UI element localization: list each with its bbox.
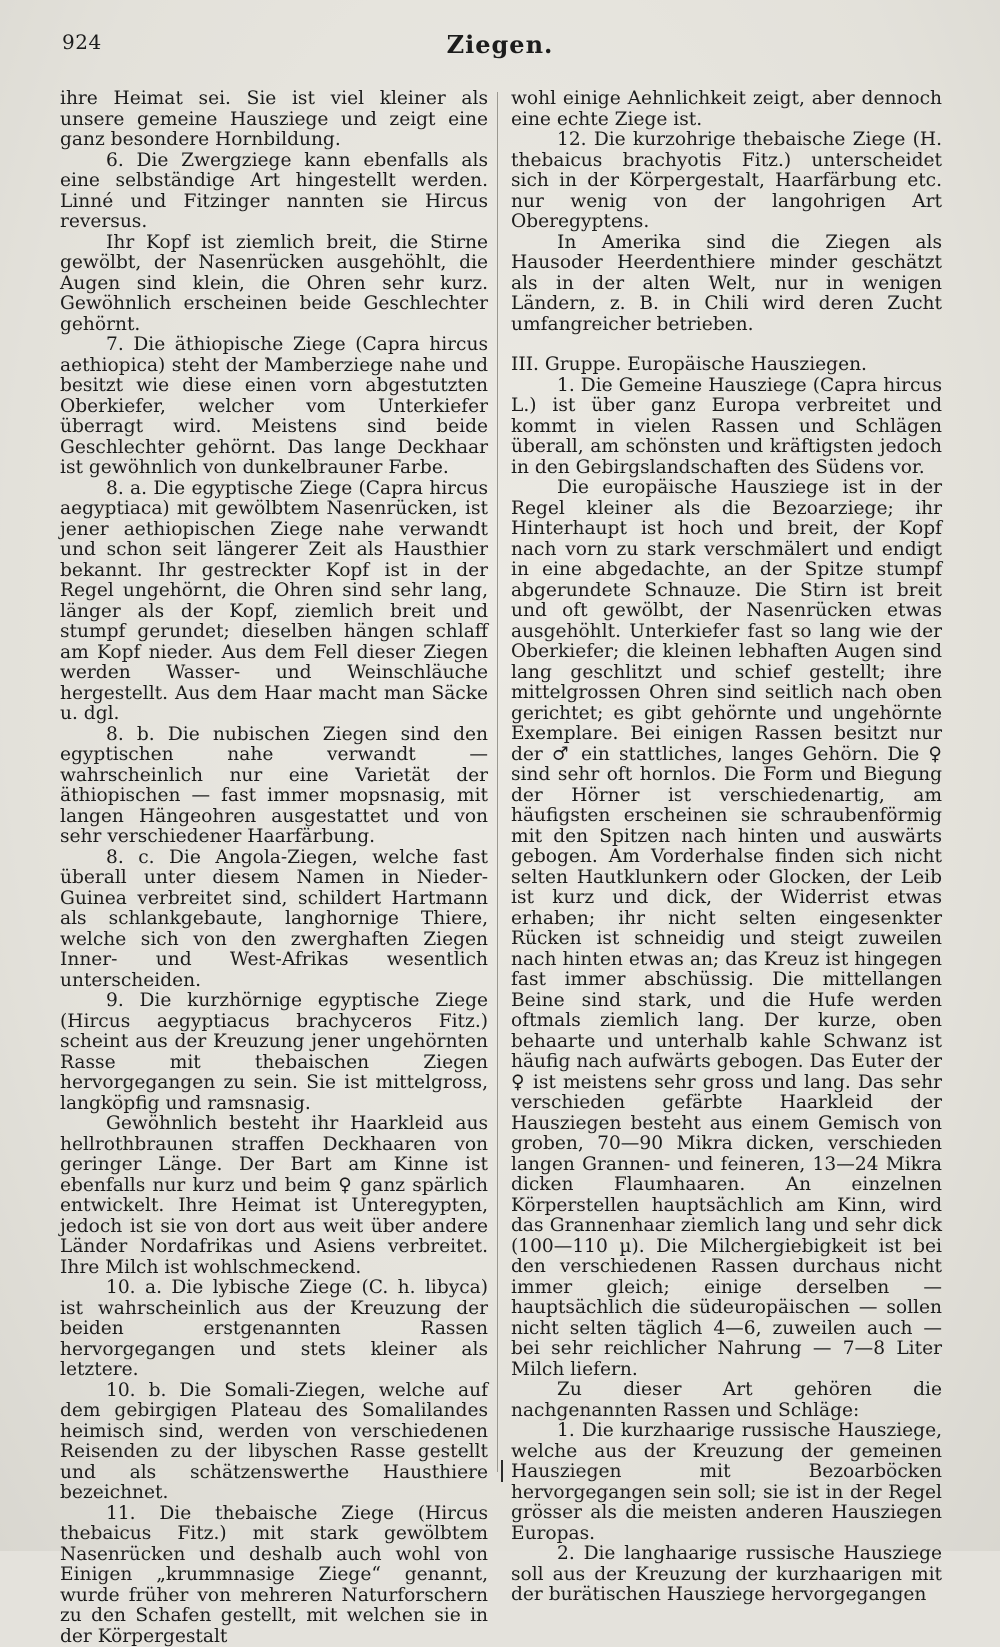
left-text-column [60,89,488,1647]
paragraph: 10. b. Die Somali-Ziegen, welche auf dem gebirgigen Plateau des Somalilandes heimisch sind, werden von verschiedenen Reisenden zu der libyschen Rasse gestellt und als schätzenswerthe Hausthiere bezeichnet. [60,1381,488,1504]
paragraph: 10. a. Die lybische Ziege (C. h. libyca) ist wahrscheinlich aus der Kreuzung der beiden erstgenannten Rassen hervorgegangen und stets kleiner als letztere. [60,1278,488,1381]
running-title: Ziegen. [0,30,1000,59]
column-divider [497,92,498,1472]
paragraph: Ihr Kopf ist ziemlich breit, die Stirne gewölbt, der Nasenrücken ausgehöhlt, die Augen sind klein, die Ohren sehr kurz. Gewöhnlich erscheinen beide Geschlechter gehörnt. [60,233,488,336]
paragraph: 8. a. Die egyptische Ziege (Capra hircus aegyptiaca) mit gewölbtem Nasenrücken, ist jener aethiopischen Ziege nahe verwandt und schon seit längerer Zeit als Hausthier bekannt. Ihr gestreckter Kopf ist in der Regel ungehörnt, die Ohren sind sehr lang, länger als der Kopf, ziemlich breit und stumpf gerundet; dieselben hängen schlaff am Kopf nieder. Aus dem Fell dieser Ziegen werden Wasser- und Weinschläuche hergestellt. Aus dem Haar macht man Säcke u. dgl. [60,479,488,725]
right-text-column [511,89,942,1606]
page-number: 924 [62,30,102,54]
paragraph: 11. Die thebaische Ziege (Hircus thebaicus Fitz.) mit stark gewölbtem Nasenrücken und deshalb auch wohl von Einigen „krummnasige Ziege“ genannt, wurde früher von mehreren Naturforschern zu den Schafen gestellt, mit welchen sie in der Körpergestalt [60,1504,488,1647]
paragraph: Zu dieser Art gehören die nachgenannten Rassen und Schläge: [511,1380,942,1421]
paragraph: 7. Die äthiopische Ziege (Capra hircus aethiopica) steht der Mamberziege nahe und besitzt wie diese einen vorn abgestutzten Oberkiefer, welcher vom Unterkiefer überragt wird. Meistens sind beide Geschlechter gehörnt. Das lange Deckhaar ist gewöhnlich von dunkelbrauner Farbe. [60,335,488,479]
paragraph: Die europäische Hausziege ist in der Regel kleiner als die Bezoarziege; ihr Hinterhaupt ist hoch und breit, der Kopf nach vorn zu stark verschmälert und endigt in eine abgedachte, an der Spitze stumpf abgerundete Schnauze. Die Stirn ist breit und oft gewölbt, der Nasenrücken etwas ausgehöhlt. Unterkiefer fast so lang wie der Oberkiefer; die kleinen lebhaften Augen sind lang geschlitzt und schief gestellt; ihre mittelgrossen Ohren sind seitlich nach oben gerichtet; es gibt gehörnte und ungehörnte Exemplare. Bei einigen Rassen besitzt nur der ♂ ein stattliches, langes Gehörn. Die ♀ sind sehr oft hornlos. Die Form und Biegung der Hörner ist verschiedenartig, am häufigsten erscheinen sie schraubenförmig mit den Spitzen nach hinten und auswärts gebogen. Am Vorderhalse finden sich nicht selten Hautklunkern oder Glocken, der Leib ist kurz und dick, der Widerrist etwas erhaben; ihr nicht selten eingesenkter Rücken ist schneidig und steigt zuweilen nach hinten etwas an; das Kreuz ist hingegen fast immer abschüssig. Die mittellangen Beine sind stark, und die Hufe werden oftmals ziemlich lang. Der kurze, oben behaarte und unterhalb kahle Schwanz ist häufig nach aufwärts gebogen. Das Euter der ♀ ist meistens sehr gross und lang. Das sehr verschieden gefärbte Haarkleid der Hausziegen besteht aus einem Gemisch von groben, 70—90 Mikra dicken, verschieden langen Grannen- und feineren, 13—24 Mikra dicken Flaumhaaren. An einzelnen Körperstellen hauptsächlich am Kinn, wird das Grannenhaar ziemlich lang und sehr dick (100—110 µ). Die Milchergiebigkeit ist bei den verschiedenen Rassen durchaus nicht immer gleich; einige derselben — hauptsächlich die südeuropäischen — sollen nicht selten täglich 4—6, zuweilen auch — bei sehr reichlicher Nahrung — 7—8 Liter Milch liefern. [511,478,942,1380]
paragraph: 2. Die langhaarige russische Hausziege soll aus der Kreuzung der kurzhaarigen mit der burätischen Hausziege hervorgegangen [511,1544,942,1606]
paragraph: wohl einige Aehnlichkeit zeigt, aber dennoch eine echte Ziege ist. [511,89,942,130]
paragraph: Gewöhnlich besteht ihr Haarkleid aus hellrothbraunen straffen Deckhaaren von geringer Länge. Der Bart am Kinne ist ebenfalls nur kurz und beim ♀ ganz spärlich entwickelt. Ihre Heimat ist Unteregypten, jedoch ist sie von dort aus weit über andere Länder Nordafrikas und Asiens verbreitet. Ihre Milch ist wohlschmeckend. [60,1114,488,1278]
paragraph: 9. Die kurzhörnige egyptische Ziege (Hircus aegyptiacus brachyceros Fitz.) scheint aus der Kreuzung jener ungehörnten Rasse mit thebaischen Ziegen hervorgegangen zu sein. Sie ist mittelgross, langköpfig und ramsnasig. [60,991,488,1114]
section-heading: III. Gruppe. Europäische Hausziegen. [511,355,942,376]
paragraph: 12. Die kurzohrige thebaische Ziege (H. thebaicus brachyotis Fitz.) unterscheidet sich in der Körpergestalt, Haarfärbung etc. nur wenig von der langohrigen Art Oberegyptens. [511,130,942,233]
paragraph: 8. c. Die Angola-Ziegen, welche fast überall unter diesem Namen in Nieder-Guinea verbreitet sind, schildert Hartmann als schlankgebaute, langhornige Thiere, welche sich von den zwerghaften Ziegen Inner- und West-Afrikas wesentlich unterscheiden. [60,848,488,992]
paragraph: In Amerika sind die Ziegen als Hausoder Heerdenthiere minder geschätzt als in der alten Welt, nur in wenigen Ländern, z. B. in Chili wird deren Zucht umfangreicher betrieben. [511,233,942,336]
column-divider-mark [501,1460,503,1482]
paragraph: 8. b. Die nubischen Ziegen sind den egyptischen nahe verwandt — wahrscheinlich nur eine Varietät der äthiopischen — fast immer mopsnasig, mit langen Hängeohren ausgestattet und von sehr verschiedener Haarfärbung. [60,725,488,848]
paragraph: ihre Heimat sei. Sie ist viel kleiner als unsere gemeine Hausziege und zeigt eine ganz besondere Hornbildung. [60,89,488,151]
paragraph: 6. Die Zwergziege kann ebenfalls als eine selbständige Art hingestellt werden. Linné und Fitzinger nannten sie Hircus reversus. [60,151,488,233]
paragraph: 1. Die kurzhaarige russische Hausziege, welche aus der Kreuzung der gemeinen Hausziegen mit Bezoarböcken hervorgegangen sein soll; sie ist in der Regel grösser als die meisten anderen Hausziegen Europas. [511,1421,942,1544]
paragraph: 1. Die Gemeine Hausziege (Capra hircus L.) ist über ganz Europa verbreitet und kommt in vielen Rassen und Schlägen überall, am schönsten und kräftigsten jedoch in den Gebirgslandschaften des Südens vor. [511,376,942,479]
